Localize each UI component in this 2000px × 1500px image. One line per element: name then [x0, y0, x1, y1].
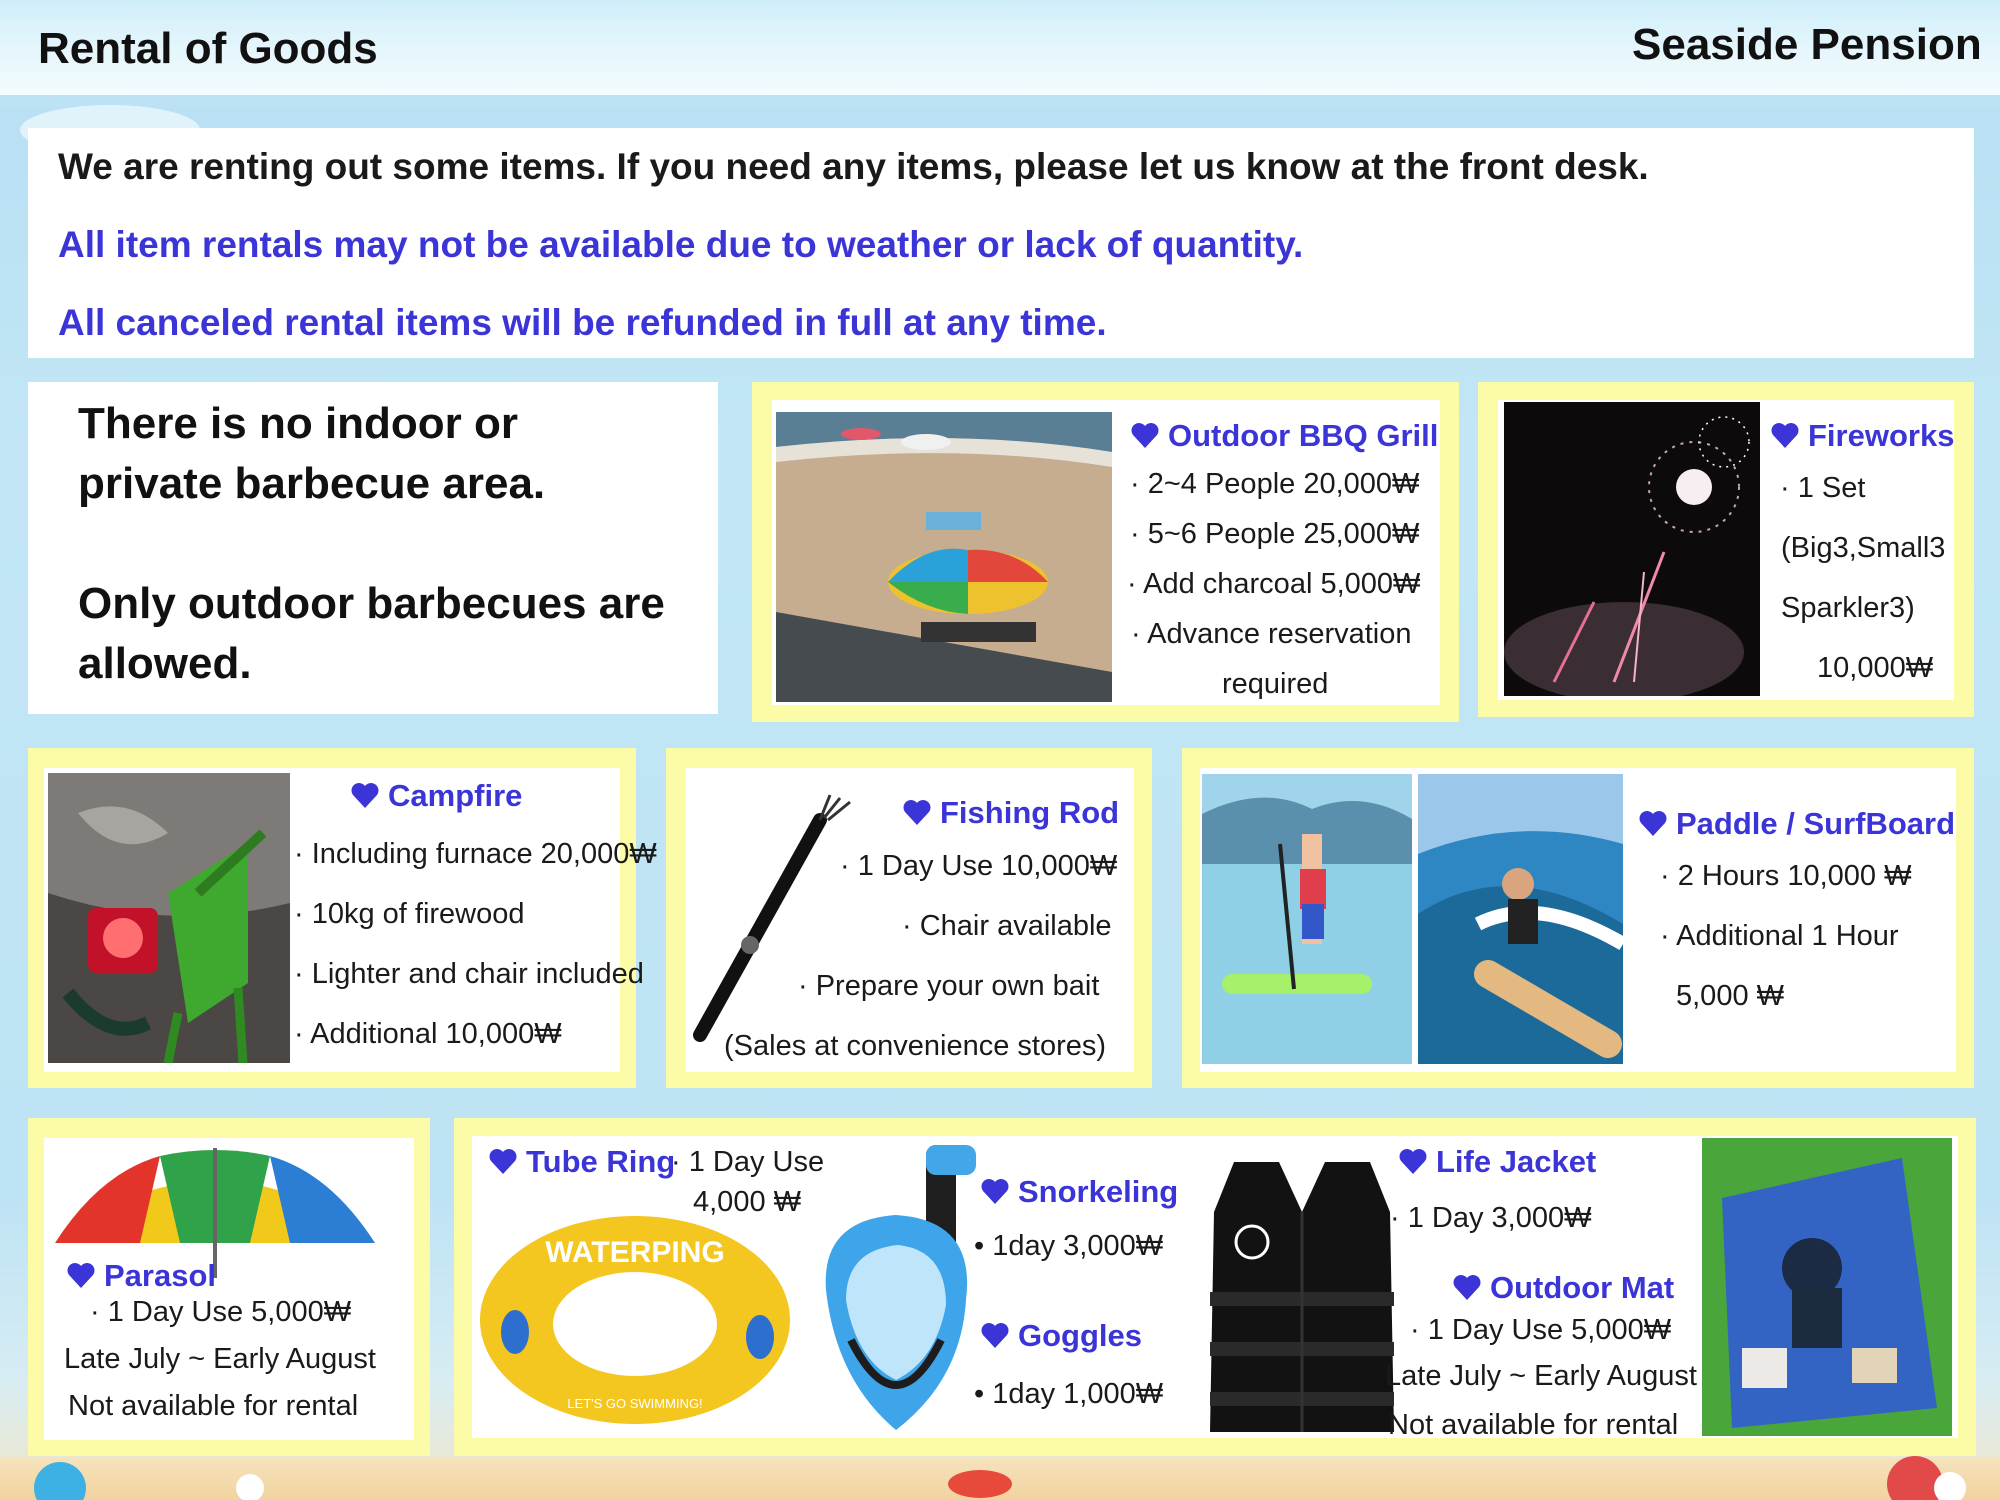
grill-line: · Advance reservation	[1131, 618, 1412, 650]
tube-ring-text: WATERPING	[545, 1236, 725, 1269]
heart-icon	[488, 1147, 518, 1175]
campfire-photo	[48, 773, 290, 1063]
heart-icon	[1452, 1273, 1482, 1301]
goggles-line: • 1day 1,000₩	[974, 1378, 1164, 1410]
heart-icon	[980, 1177, 1010, 1205]
mat-title-text: Outdoor Mat	[1490, 1270, 1675, 1305]
heart-icon	[980, 1321, 1010, 1349]
fireworks-title	[1770, 418, 1954, 454]
snorkel-line: • 1day 3,000₩	[974, 1230, 1164, 1262]
grill-line: · 2~4 People 20,000₩	[1130, 468, 1420, 500]
campfire-line: · Including furnace 20,000₩	[294, 838, 657, 870]
paddle-photo	[1202, 774, 1412, 1064]
grill-line: · Add charcoal 5,000₩	[1127, 568, 1421, 600]
parasol-title-text: Parasol	[104, 1258, 217, 1293]
fishing-line: · 1 Day Use 10,000₩	[840, 850, 1118, 882]
snorkel-title-text: Snorkeling	[1018, 1174, 1179, 1209]
snorkel-title	[980, 1174, 1178, 1210]
fishing-line: · Chair available	[902, 910, 1112, 942]
heart-icon	[1398, 1147, 1428, 1175]
mat-line: · 1 Day Use 5,000₩	[1410, 1314, 1672, 1346]
parasol-line: · 1 Day Use 5,000₩	[90, 1296, 352, 1328]
heart-icon	[350, 781, 380, 809]
fishing-title	[902, 795, 1119, 831]
notice-line-refund: All canceled rental items will be refunded in full at any time.	[58, 302, 1107, 343]
grill-title-text: Outdoor BBQ Grill	[1168, 418, 1439, 453]
grill-title	[1130, 418, 1438, 454]
fireworks-photo	[1504, 402, 1760, 696]
heart-icon	[1770, 421, 1800, 449]
bbq-notice-line: Only outdoor barbecues are	[78, 579, 665, 628]
tube-ring-text-bottom: LET'S GO SWIMMING!	[567, 1396, 703, 1411]
parasol-warning: Late July ~ Early August	[64, 1343, 376, 1375]
fireworks-line: 10,000₩	[1817, 652, 1934, 684]
bbq-notice-line: private barbecue area.	[78, 459, 546, 508]
tube-line: · 1 Day Use	[671, 1146, 825, 1178]
lifejacket-line: · 1 Day 3,000₩	[1390, 1202, 1592, 1234]
fishing-rod-photo	[690, 790, 860, 1050]
goggles-title	[980, 1318, 1142, 1354]
bbq-notice-line: There is no indoor or	[78, 399, 519, 448]
fireworks-title-text: Fireworks	[1808, 418, 1955, 453]
fireworks-line: · 1 Set	[1780, 472, 1866, 504]
paddle-line: 5,000 ₩	[1676, 980, 1784, 1012]
heart-icon	[1638, 809, 1668, 837]
paddle-line: · 2 Hours 10,000 ₩	[1660, 860, 1912, 892]
surfboard-photo	[1418, 774, 1623, 1064]
mat-warning: Late July ~ Early August	[1385, 1360, 1697, 1392]
fishing-title-text: Fishing Rod	[940, 795, 1120, 830]
campfire-line: · 10kg of firewood	[294, 898, 525, 930]
campfire-title	[350, 778, 522, 814]
mat-title	[1452, 1270, 1674, 1306]
tube-ring-photo	[475, 1212, 795, 1428]
notice-line-main: We are renting out some items. If you need any items, please let us know at the front desk.	[58, 146, 1649, 187]
brand-name: Seaside Pension	[1632, 20, 1982, 69]
heart-icon	[902, 798, 932, 826]
tube-title-text: Tube Ring	[526, 1144, 676, 1179]
notice-line-weather: All item rentals may not be available due to weather or lack of quantity.	[58, 224, 1304, 265]
parasol-title	[66, 1258, 216, 1294]
campfire-title-text: Campfire	[388, 778, 523, 813]
lifejacket-title-text: Life Jacket	[1436, 1144, 1597, 1179]
beach-balls-decoration	[0, 1448, 2000, 1500]
paddle-title	[1638, 806, 1955, 842]
heart-icon	[1130, 421, 1160, 449]
bbq-notice-line: allowed.	[78, 639, 252, 688]
life-jacket-photo	[1204, 1152, 1400, 1437]
lifejacket-title	[1398, 1144, 1596, 1180]
mat-warning: Not available for rental	[1388, 1409, 1679, 1441]
heart-icon	[66, 1261, 96, 1289]
page-title: Rental of Goods	[38, 24, 378, 73]
fireworks-line: (Big3,Small3	[1781, 532, 1946, 564]
goggles-title-text: Goggles	[1018, 1318, 1143, 1353]
fishing-line: · Prepare your own bait	[798, 970, 1100, 1002]
snorkel-mask-photo	[806, 1140, 996, 1436]
grill-photo	[776, 412, 1112, 702]
paddle-line: · Additional 1 Hour	[1660, 920, 1899, 952]
campfire-line: · Additional 10,000₩	[294, 1018, 562, 1050]
fishing-line: (Sales at convenience stores)	[724, 1030, 1107, 1062]
paddle-title-text: Paddle / SurfBoard	[1676, 806, 1956, 841]
outdoor-mat-photo	[1702, 1138, 1952, 1436]
tube-price: 4,000 ₩	[693, 1186, 801, 1218]
grill-line: required	[1222, 668, 1329, 700]
parasol-warning: Not available for rental	[68, 1390, 359, 1422]
grill-line: · 5~6 People 25,000₩	[1130, 518, 1420, 550]
campfire-line: · Lighter and chair included	[294, 958, 644, 990]
fireworks-line: Sparkler3)	[1781, 592, 1915, 624]
tube-title	[488, 1144, 675, 1180]
